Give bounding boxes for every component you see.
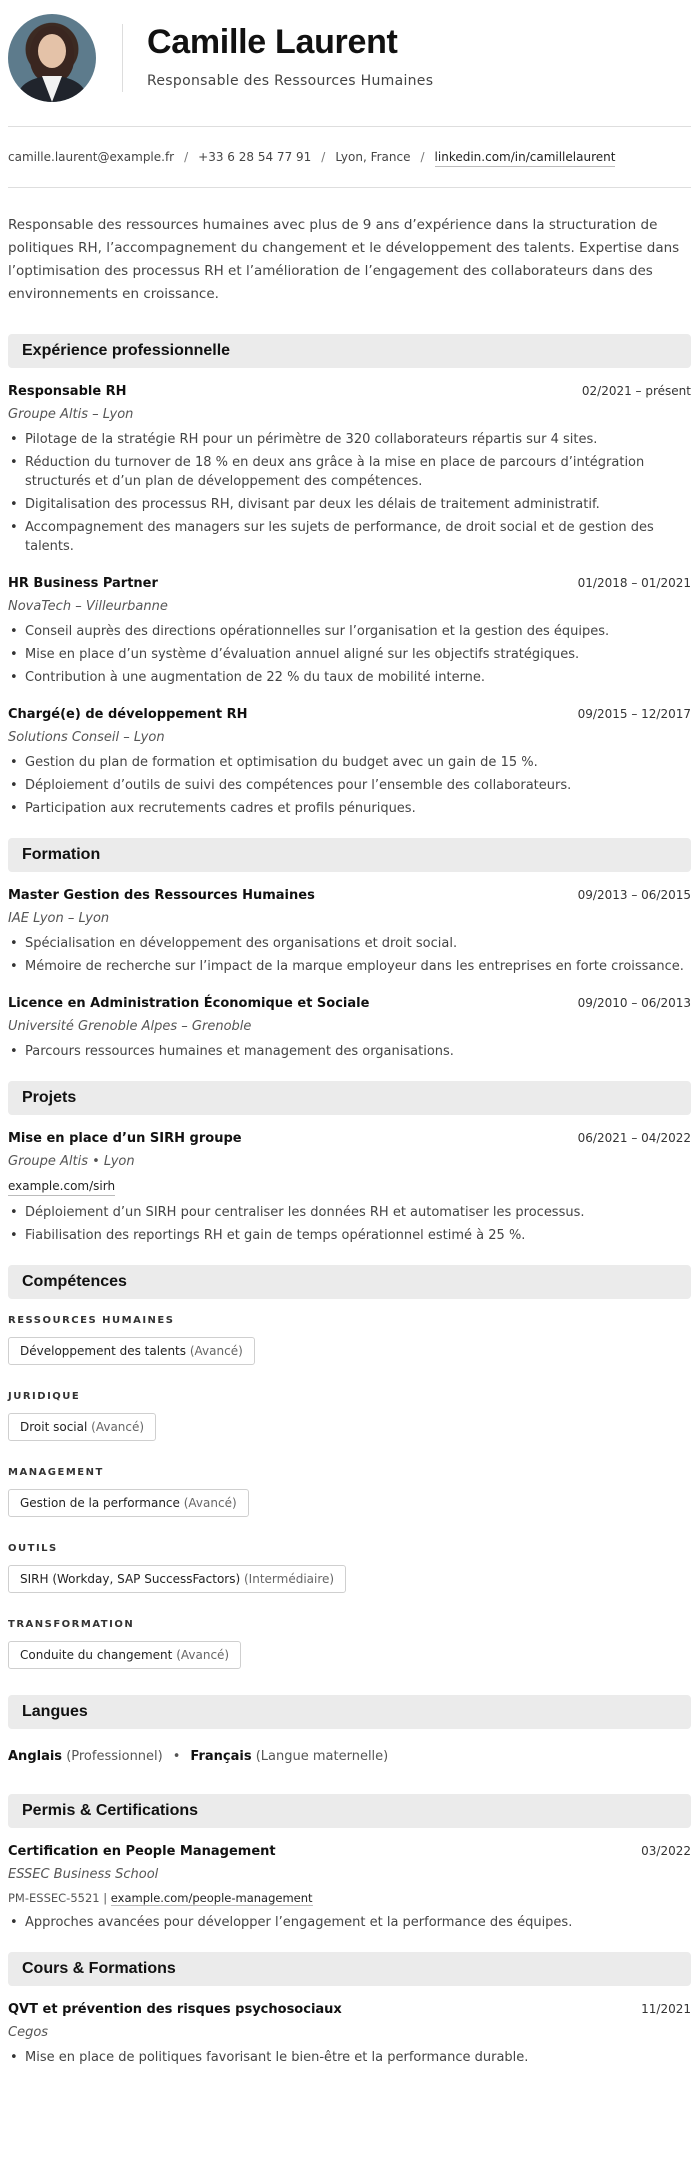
education-entry (8, 886, 691, 976)
job-entry (8, 382, 691, 556)
language-level: (Langue maternelle) (255, 1748, 389, 1764)
section-heading: Formation (8, 838, 691, 872)
job-date: 09/2015 – 12/2017 (577, 707, 691, 721)
skill-tag (8, 1565, 346, 1593)
section-heading: Cours & Formations (8, 1952, 691, 1986)
course-entry (8, 2000, 691, 2067)
candidate-title: Responsable des Ressources Humaines (147, 73, 434, 90)
certification-issuer: ESSEC Business School (8, 1866, 159, 1882)
skill-level: (Avancé) (91, 1419, 145, 1434)
list-item: • Mise en place de politiques favorisant le bien-être et la performance durable. (8, 2048, 691, 2067)
skill-name: Conduite du changement (20, 1647, 173, 1662)
languages-section (8, 1695, 691, 1795)
job-company: Solutions Conseil – Lyon (8, 729, 165, 745)
language-separator: • (172, 1748, 181, 1764)
project-org: Groupe Altis • Lyon (8, 1153, 135, 1169)
job-company: NovaTech – Villeurbanne (8, 598, 168, 614)
course-date: 11/2021 (641, 2002, 691, 2017)
skill-level: (Intermédiaire) (244, 1571, 335, 1586)
contact-bar (8, 127, 691, 187)
job-title: HR Business Partner (8, 576, 158, 591)
skill-category: TRANSFORMATION (8, 1618, 135, 1630)
skill-name: Développement des talents (20, 1343, 187, 1358)
section-heading: Permis & Certifications (8, 1794, 691, 1828)
list-item: • Mémoire de recherche sur l’impact de la marque employeur dans les entreprises en forte croissance. (8, 957, 691, 976)
section-heading: Expérience professionnelle (8, 334, 691, 368)
contact-email[interactable]: camille.laurent@example.fr (8, 150, 175, 164)
certifications-section (8, 1794, 691, 1932)
courses-section (8, 1952, 691, 2067)
linkedin-link[interactable]: linkedin.com/in/camillelaurent (435, 148, 616, 167)
list-item: • Approches avancées pour développer l’engagement et la performance des équipes. (8, 1913, 691, 1932)
skill-level: (Avancé) (183, 1495, 237, 1510)
header-divider (122, 24, 123, 92)
skill-tag (8, 1337, 255, 1365)
list-item: • Accompagnement des managers sur les sujets de performance, de droit social et de gestion des talents. (8, 518, 691, 556)
education-date: 09/2010 – 06/2013 (577, 996, 691, 1010)
languages-list (8, 1743, 691, 1795)
job-date: 01/2018 – 01/2021 (577, 576, 691, 590)
list-item: • Pilotage de la stratégie RH pour un périmètre de 320 collaborateurs répartis sur 4 sites. (8, 430, 691, 449)
candidate-name: Camille Laurent (147, 22, 398, 61)
skill-category: OUTILS (8, 1542, 58, 1554)
degree-title: Licence en Administration Économique et Sociale (8, 996, 370, 1011)
project-entry (8, 1129, 691, 1245)
job-entry (8, 705, 691, 818)
job-title: Chargé(e) de développement RH (8, 707, 248, 722)
language-name: Français (190, 1748, 252, 1764)
school-name: Université Grenoble Alpes – Grenoble (8, 1018, 252, 1034)
job-company: Groupe Altis – Lyon (8, 406, 134, 422)
education-section (8, 838, 691, 1061)
list-item: • Réduction du turnover de 18 % en deux ans grâce à la mise en place de parcours d’intégration structurés et d’un plan de développement des compétences. (8, 453, 691, 491)
profile-summary: Responsable des ressources humaines avec plus de 9 ans d’expérience dans la structuration de politiques RH, l’accompagnement du changement et le développement des talents. Expertise dans l’optimisation des processus RH et l’amélioration de l’engagement des collaborateurs dans des environnements en croissance. (8, 217, 680, 302)
certification-meta: PM-ESSEC-5521 | example.com/people-management (8, 1891, 313, 1905)
skill-category: JURIDIQUE (8, 1390, 81, 1402)
skill-level: (Avancé) (176, 1647, 230, 1662)
resume-header (8, 10, 691, 106)
skill-tag (8, 1641, 241, 1669)
list-item: • Conseil auprès des directions opérationnelles sur l’organisation et la gestion des équipes. (8, 622, 691, 641)
list-item: • Participation aux recrutements cadres et profils pénuriques. (8, 799, 691, 818)
project-title: Mise en place d’un SIRH groupe (8, 1131, 242, 1146)
certification-entry (8, 1842, 691, 1932)
job-entry (8, 574, 691, 687)
certification-date: 03/2022 (641, 1844, 691, 1858)
course-title: QVT et prévention des risques psychosociaux (8, 2002, 342, 2018)
section-heading: Langues (8, 1695, 691, 1729)
skill-name: Droit social (20, 1419, 88, 1434)
project-date: 06/2021 – 04/2022 (577, 1131, 691, 1145)
contact-separator: / (420, 150, 425, 164)
job-title: Responsable RH (8, 384, 127, 399)
contact-location: Lyon, France (335, 150, 411, 164)
list-item: • Fiabilisation des reportings RH et gain de temps opérationnel estimé à 25 %. (8, 1226, 691, 1245)
skills-section (8, 1265, 691, 1689)
experience-section (8, 334, 691, 818)
education-date: 09/2013 – 06/2015 (577, 888, 691, 902)
contact-separator: / (321, 150, 326, 164)
list-item: • Parcours ressources humaines et management des organisations. (8, 1042, 691, 1061)
contact-phone[interactable]: +33 6 28 54 77 91 (198, 150, 312, 164)
language-name: Anglais (8, 1748, 63, 1764)
list-item: • Digitalisation des processus RH, divisant par deux les délais de traitement administratif. (8, 495, 691, 514)
skill-level: (Avancé) (189, 1343, 243, 1358)
course-org: Cegos (8, 2024, 49, 2040)
language-level: (Professionnel) (66, 1748, 163, 1764)
certification-title: Certification en People Management (8, 1844, 276, 1859)
skill-name: Gestion de la performance (20, 1495, 180, 1510)
contact-separator: / (184, 150, 189, 164)
skill-category: MANAGEMENT (8, 1466, 104, 1478)
profile-photo (8, 14, 96, 102)
list-item: • Déploiement d’outils de suivi des compétences pour l’ensemble des collaborateurs. (8, 776, 691, 795)
skill-tag (8, 1489, 249, 1517)
job-date: 02/2021 – présent (581, 384, 691, 398)
certification-id: PM-ESSEC-5521 (8, 1891, 100, 1905)
skill-tag (8, 1413, 156, 1441)
projects-section (8, 1081, 691, 1245)
list-item: • Contribution à une augmentation de 22 % du taux de mobilité interne. (8, 668, 691, 687)
education-entry (8, 994, 691, 1061)
project-link[interactable]: example.com/sirh (8, 1177, 115, 1196)
skill-category: RESSOURCES HUMAINES (8, 1314, 175, 1326)
school-name: IAE Lyon – Lyon (8, 910, 110, 926)
skill-name: SIRH (Workday, SAP SuccessFactors) (20, 1571, 241, 1586)
section-heading: Compétences (8, 1265, 691, 1299)
degree-title: Master Gestion des Ressources Humaines (8, 888, 315, 903)
section-heading: Projets (8, 1081, 691, 1115)
list-item: • Mise en place d’un système d’évaluation annuel aligné sur les objectifs stratégiques. (8, 645, 691, 664)
list-item: • Déploiement d’un SIRH pour centraliser les données RH et automatiser les processus. (8, 1203, 691, 1222)
list-item: • Gestion du plan de formation et optimisation du budget avec un gain de 15 %. (8, 753, 691, 772)
list-item: • Spécialisation en développement des organisations et droit social. (8, 934, 691, 953)
certification-link[interactable]: example.com/people-management (110, 1891, 313, 1905)
